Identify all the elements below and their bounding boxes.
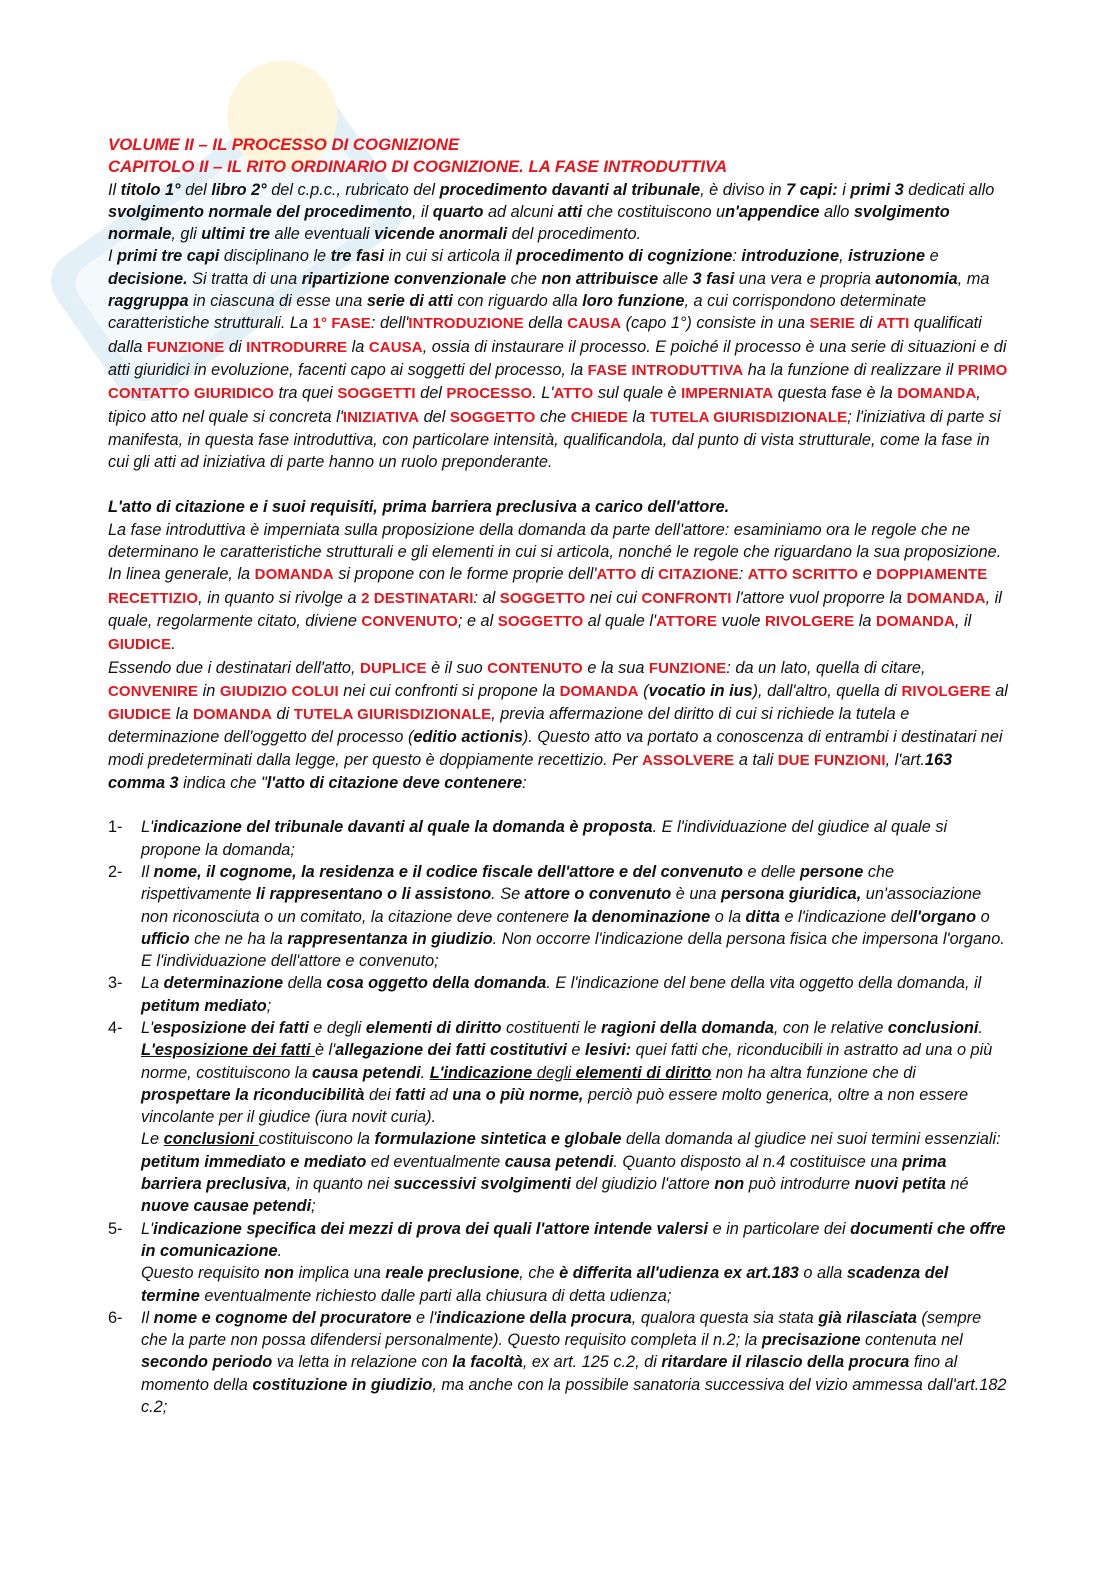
paragraph-citazione: La fase introduttiva è imperniata sulla proposizione della domanda da parte dell'attore: esaminiamo ora le regole che ne determinano le caratteristiche strutturali e gli elementi in cui si articola, nonché le regole che riguardano la sua proposizione. In linea generale, la DOMANDA si propone con le forme proprie dell'ATTO di CITAZIONE: ATTO SCRITTO e DOPPIAMENTE RECETTIZIO, in quanto si rivolge a 2 DESTINATARI: al SOGGETTO nei cui CONFRONTI l'attore vuol proporre la DOMANDA, il quale, regolarmente citato, diviene CONVENUTO; e al SOGGETTO al quale l'ATTORE vuole RIVOLGERE la DOMANDA, il GIUDICE. bbox=[108, 520, 1002, 654]
paragraph-destinatari: Essendo due i destinatari dell'atto, DUPLICE è il suo CONTENUTO e la sua FUNZIONE: da un lato, quella di citare, CONVENIRE in GIUDIZIO COLUI nei cui confronti si propone la DOMANDA (vocatio in ius), dall'altro, quella di RIVOLGERE al GIUDICE la DOMANDA di TUTELA GIURISDIZIONALE, previa affermazione del diritto di cui si richiede la tutela e determinazione dell'oggetto del processo (editio actionis). Questo atto va portato a conoscenza di entrambi i destinatari nei modi predeterminati dalla legge, per questo è doppiamente recettizio. Per ASSOLVERE a tali DUE FUNZIONI, l'art.163 comma 3 indica che "l'atto di citazione deve contenere: bbox=[108, 658, 1008, 793]
document-body bbox=[108, 134, 1008, 1418]
list-item: 2- Il nome, il cognome, la residenza e il codice fiscale dell'attore e del convenuto e delle persone che rispettivamente li rappresentano o li assistono. Se attore o convenuto è una persona giuridica, un'associazione non riconosciuta o un comitato, la citazione deve contenere la denominazione o la ditta e l'indicazione dell'organo o ufficio che ne ha la rappresentanza in giudizio. Non occorre l'indicazione della persona fisica che impersona l'organo. E l'individuazione dell'attore e convenuto; bbox=[108, 862, 1005, 971]
list-item: 6- Il nome e cognome del procuratore e l'indicazione della procura, qualora questa sia stata già rilasciata (sempre che la parte non possa difendersi personalmente). Questo requisito completa il n.2; la precisazione contenuta nel secondo periodo va letta in relazione con la facoltà, ex art. 125 c.2, di ritardare il rilascio della procura fino al momento della costituzione in giudizio, ma anche con la possibile sanatoria successiva del vizio ammessa dall'art.182 c.2; bbox=[108, 1308, 1007, 1417]
chapter-heading: CAPITOLO II – IL RITO ORDINARIO DI COGNIZIONE. LA FASE INTRODUTTIVA bbox=[108, 157, 728, 177]
paragraph-intro: Il titolo 1° del libro 2° del c.p.c., rubricato del procedimento davanti al tribunale, è diviso in 7 capi: i primi 3 dedicati allo svolgimento normale del procedimento, il quarto ad alcuni atti che costituiscono un'appendice allo svolgimento normale, gli ultimi tre alle eventuali vicende anormali del procedimento. bbox=[108, 180, 995, 244]
section-title: L'atto di citazione e i suoi requisiti, prima barriera preclusiva a carico dell'attore. bbox=[108, 498, 730, 517]
volume-heading: VOLUME II – IL PROCESSO DI COGNIZIONE bbox=[108, 135, 460, 154]
list-item: 3- La determinazione della cosa oggetto della domanda. E l'indicazione del bene della vita oggetto della domanda, il petitum mediato; bbox=[108, 974, 982, 1015]
list-item: 1- L'indicazione del tribunale davanti al quale la domanda è proposta. E l'individuazione del giudice al quale si propone la domanda; bbox=[108, 818, 948, 859]
list-item: 4- L'esposizione dei fatti e degli elementi di diritto costituenti le ragioni della domanda, con le relative conclusioni. L'esposizione dei fatti è l'allegazione dei fatti costitutivi e lesivi: quei fatti che, riconducibili in astratto ad una o più norme, costituiscono la causa petendi. L'indicazione degli elementi di diritto non ha altra funzione che di prospettare la riconducibilità dei fatti ad una o più norme, perciò può essere molto generica, oltre a non essere vincolante per il giudice (iura novit curia). Le conclusioni costituiscono la formulazione sintetica e globale della domanda al giudice nei suoi termini essenziali: petitum immediato e mediato ed eventualmente causa petendi. Quanto disposto al n.4 costituisce una prima barriera preclusiva, in quanto nei successivi svolgimenti del giudizio l'attore non può introdurre nuovi petita né nuove causae petendi; bbox=[108, 1018, 1001, 1216]
requirements-list bbox=[108, 816, 1008, 1418]
list-item: 5- L'indicazione specifica dei mezzi di prova dei quali l'attore intende valersi e in particolare dei documenti che offre in comunicazione. Questo requisito non implica una reale preclusione, che è differita all'udienza ex art.183 o alla scadenza del termine eventualmente richiesto dalle parti alla chiusura di detta udienza; bbox=[108, 1219, 1006, 1305]
paragraph-phases: I primi tre capi disciplinano le tre fasi in cui si articola il procedimento di cognizione: introduzione, istruzione e decisione. Si tratta di una ripartizione convenzionale che non attribuisce alle 3 fasi una vera e propria autonomia, ma raggruppa in ciascuna di esse una serie di atti con riguardo alla loro funzione, a cui corrispondono determinate caratteristiche strutturali. La 1° FASE: dell'INTRODUZIONE della CAUSA (capo 1°) consiste in una SERIE di ATTI qualificati dalla FUNZIONE di INTRODURRE la CAUSA, ossia di instaurare il processo. E poiché il processo è una serie di situazioni e di atti giuridici in evoluzione, facenti capo ai soggetti del processo, la FASE INTRODUTTIVA ha la funzione di realizzare il PRIMO CONTATTO GIURIDICO tra quei SOGGETTI del PROCESSO. L'ATTO sul quale è IMPERNIATA questa fase è la DOMANDA, tipico atto nel quale si concreta l'INIZIATIVA del SOGGETTO che CHIEDE la TUTELA GIURISDIZIONALE; l'iniziativa di parte si manifesta, in questa fase introduttiva, con particolare intensità, qualificandola, dal punto di vista strutturale, come la fase in cui gli atti ad iniziativa di parte hanno un ruolo preponderante. bbox=[108, 247, 1008, 472]
